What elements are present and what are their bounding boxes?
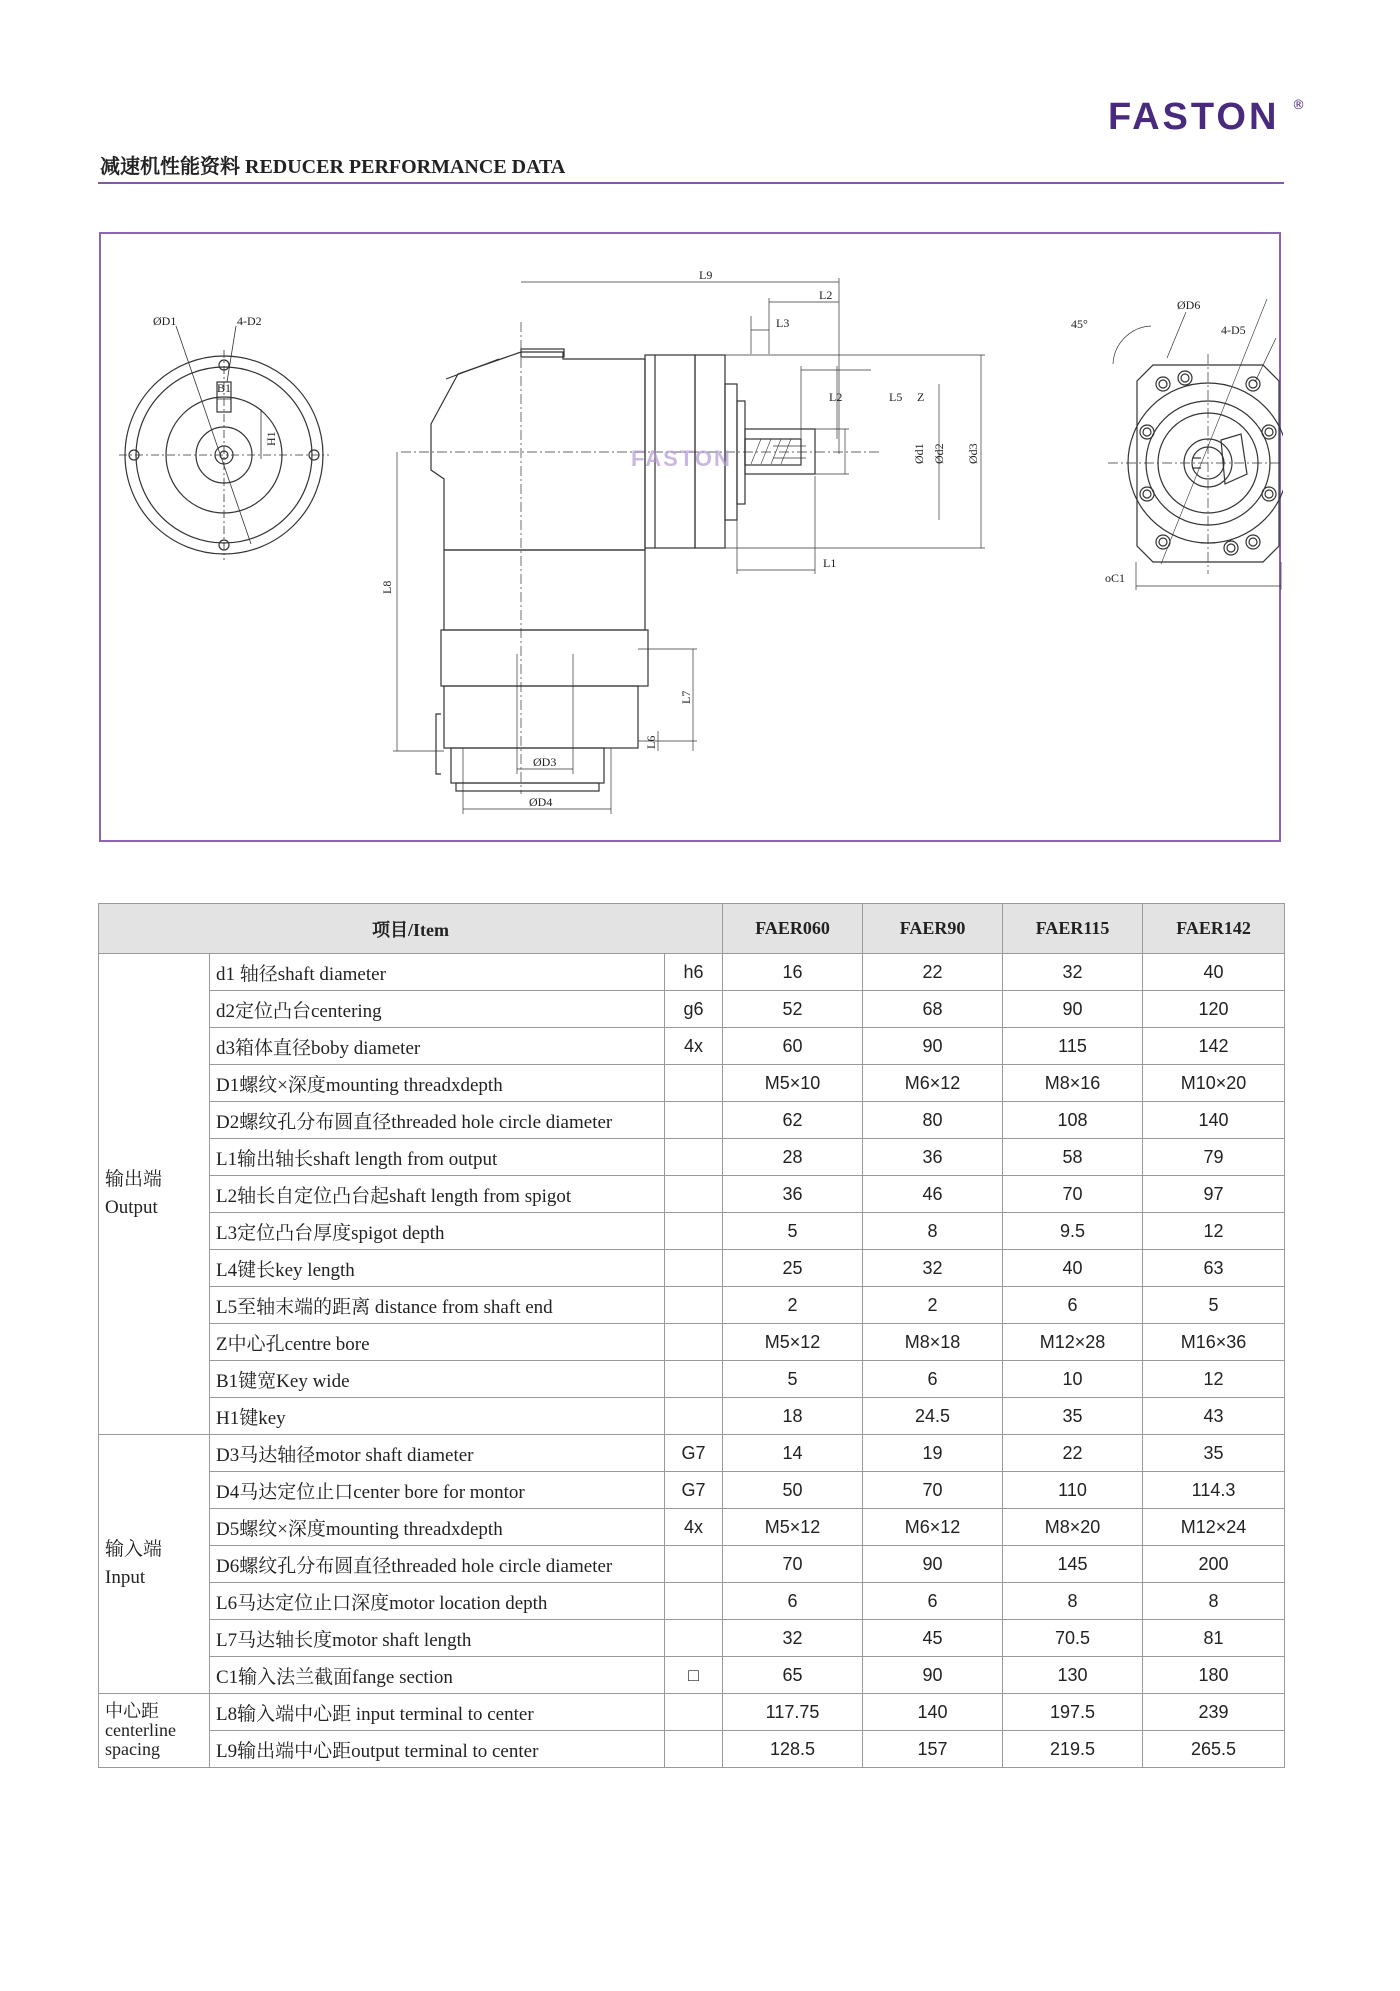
item-cell: D6螺纹孔分布圆直径threaded hole circle diameter <box>210 1546 665 1583</box>
value-cell: 46 <box>863 1176 1003 1213</box>
tolerance-cell <box>665 1139 723 1176</box>
tolerance-cell <box>665 1176 723 1213</box>
item-cell: L4键长key length <box>210 1250 665 1287</box>
label-side-l5: L5 <box>889 390 903 404</box>
value-cell: 180 <box>1143 1657 1285 1694</box>
value-cell: 81 <box>1143 1620 1285 1657</box>
value-cell: 16 <box>723 954 863 991</box>
performance-table <box>98 903 1285 1768</box>
table-row <box>99 1731 1285 1768</box>
label-rear-d6: ØD6 <box>1177 298 1201 312</box>
item-cell: L8输入端中心距 input terminal to center <box>210 1694 665 1731</box>
value-cell: 128.5 <box>723 1731 863 1768</box>
front-view <box>119 326 329 560</box>
value-cell: 40 <box>1003 1250 1143 1287</box>
value-cell: 90 <box>1003 991 1143 1028</box>
item-cell: D3马达轴径motor shaft diameter <box>210 1435 665 1472</box>
value-cell: 5 <box>723 1361 863 1398</box>
label-side-l2b: L2 <box>829 390 843 404</box>
group-label <box>99 954 210 1435</box>
value-cell: 19 <box>863 1435 1003 1472</box>
table-row <box>99 1472 1285 1509</box>
table-row <box>99 1176 1285 1213</box>
header-model: FAER115 <box>1003 904 1143 954</box>
brand-logo: FASTON <box>1108 96 1280 138</box>
label-front-h1: H1 <box>264 431 278 446</box>
table-row <box>99 1250 1285 1287</box>
value-cell: 80 <box>863 1102 1003 1139</box>
item-cell: L6马达定位止口深度motor location depth <box>210 1583 665 1620</box>
table-row <box>99 1546 1285 1583</box>
item-cell: d2定位凸台centering <box>210 991 665 1028</box>
tolerance-cell: h6 <box>665 954 723 991</box>
value-cell: M5×12 <box>723 1324 863 1361</box>
value-cell: 110 <box>1003 1472 1143 1509</box>
header-item: 项目/Item <box>99 904 723 954</box>
item-cell: d1 轴径shaft diameter <box>210 954 665 991</box>
value-cell: 70.5 <box>1003 1620 1143 1657</box>
value-cell: 6 <box>863 1583 1003 1620</box>
group-label <box>99 1694 210 1768</box>
value-cell: 70 <box>1003 1176 1143 1213</box>
value-cell: 63 <box>1143 1250 1285 1287</box>
value-cell: 5 <box>1143 1287 1285 1324</box>
item-cell: Z中心孔centre bore <box>210 1324 665 1361</box>
value-cell: 6 <box>723 1583 863 1620</box>
value-cell: 200 <box>1143 1546 1285 1583</box>
value-cell: 40 <box>1143 954 1285 991</box>
table-row <box>99 1065 1285 1102</box>
value-cell: 120 <box>1143 991 1285 1028</box>
table-row <box>99 1620 1285 1657</box>
label-rear-4d5: 4-D5 <box>1221 323 1246 337</box>
value-cell: 8 <box>863 1213 1003 1250</box>
value-cell: M5×10 <box>723 1065 863 1102</box>
tolerance-cell <box>665 1694 723 1731</box>
label-side-d3b: ØD3 <box>533 755 557 769</box>
tolerance-cell: □ <box>665 1657 723 1694</box>
value-cell: M6×12 <box>863 1065 1003 1102</box>
side-view <box>393 278 985 814</box>
table-row <box>99 1028 1285 1065</box>
value-cell: 10 <box>1003 1361 1143 1398</box>
label-side-l2: L2 <box>819 288 833 302</box>
value-cell: 157 <box>863 1731 1003 1768</box>
value-cell: 60 <box>723 1028 863 1065</box>
table-row <box>99 1213 1285 1250</box>
table-row <box>99 991 1285 1028</box>
value-cell: 50 <box>723 1472 863 1509</box>
heading-divider <box>98 182 1284 184</box>
value-cell: 68 <box>863 991 1003 1028</box>
value-cell: 32 <box>723 1620 863 1657</box>
value-cell: 43 <box>1143 1398 1285 1435</box>
header-model: FAER142 <box>1143 904 1285 954</box>
label-side-l3: L3 <box>776 316 790 330</box>
value-cell: 12 <box>1143 1213 1285 1250</box>
value-cell: 2 <box>723 1287 863 1324</box>
table-row <box>99 1583 1285 1620</box>
table-header-row <box>99 904 1285 954</box>
item-cell: C1输入法兰截面fange section <box>210 1657 665 1694</box>
value-cell: 197.5 <box>1003 1694 1143 1731</box>
label-side-l8: L8 <box>380 580 394 594</box>
tolerance-cell: 4x <box>665 1509 723 1546</box>
item-cell: L5至轴末端的距离 distance from shaft end <box>210 1287 665 1324</box>
value-cell: 90 <box>863 1028 1003 1065</box>
label-rear-c1: oC1 <box>1105 571 1126 585</box>
value-cell: 239 <box>1143 1694 1285 1731</box>
tolerance-cell <box>665 1250 723 1287</box>
tolerance-cell <box>665 1398 723 1435</box>
table-row <box>99 1361 1285 1398</box>
value-cell: 52 <box>723 991 863 1028</box>
value-cell: 115 <box>1003 1028 1143 1065</box>
item-cell: B1键宽Key wide <box>210 1361 665 1398</box>
table-row <box>99 1657 1285 1694</box>
value-cell: 45 <box>863 1620 1003 1657</box>
value-cell: 14 <box>723 1435 863 1472</box>
label-side-l9: L9 <box>699 268 713 282</box>
value-cell: 70 <box>863 1472 1003 1509</box>
tolerance-cell <box>665 1546 723 1583</box>
tolerance-cell <box>665 1102 723 1139</box>
label-front-4d2: 4-D2 <box>237 314 262 328</box>
label-front-d1: ØD1 <box>153 314 177 328</box>
table-row <box>99 1139 1285 1176</box>
header-model: FAER060 <box>723 904 863 954</box>
value-cell: 108 <box>1003 1102 1143 1139</box>
value-cell: 219.5 <box>1003 1731 1143 1768</box>
group-label-en: Output <box>105 1197 158 1218</box>
table-row <box>99 1509 1285 1546</box>
value-cell: 8 <box>1143 1583 1285 1620</box>
value-cell: 145 <box>1003 1546 1143 1583</box>
table-row <box>99 1435 1285 1472</box>
table-row <box>99 1287 1285 1324</box>
value-cell: 36 <box>723 1176 863 1213</box>
value-cell: 65 <box>723 1657 863 1694</box>
value-cell: M8×16 <box>1003 1065 1143 1102</box>
item-cell: D2螺纹孔分布圆直径threaded hole circle diameter <box>210 1102 665 1139</box>
value-cell: 22 <box>863 954 1003 991</box>
tolerance-cell <box>665 1731 723 1768</box>
value-cell: 22 <box>1003 1435 1143 1472</box>
page-heading: 减速机性能资料 REDUCER PERFORMANCE DATA <box>100 156 566 178</box>
label-side-l6: L6 <box>644 735 658 749</box>
value-cell: 70 <box>723 1546 863 1583</box>
label-front-b1: B1 <box>217 381 232 395</box>
value-cell: 90 <box>863 1657 1003 1694</box>
value-cell: 35 <box>1003 1398 1143 1435</box>
item-cell: L9输出端中心距output terminal to center <box>210 1731 665 1768</box>
tolerance-cell: G7 <box>665 1435 723 1472</box>
value-cell: 8 <box>1003 1583 1143 1620</box>
label-side-d1: Ød1 <box>912 443 926 464</box>
label-rear-45: 45° <box>1071 317 1088 331</box>
value-cell: M12×24 <box>1143 1509 1285 1546</box>
tolerance-cell <box>665 1065 723 1102</box>
tolerance-cell: G7 <box>665 1472 723 1509</box>
tolerance-cell <box>665 1583 723 1620</box>
value-cell: 142 <box>1143 1028 1285 1065</box>
label-side-l1: L1 <box>823 556 837 570</box>
tolerance-cell: 4x <box>665 1028 723 1065</box>
value-cell: 130 <box>1003 1657 1143 1694</box>
value-cell: 2 <box>863 1287 1003 1324</box>
value-cell: 6 <box>1003 1287 1143 1324</box>
item-cell: L3定位凸台厚度spigot depth <box>210 1213 665 1250</box>
table-body <box>99 954 1285 1768</box>
value-cell: 90 <box>863 1546 1003 1583</box>
label-side-d3: Ød3 <box>966 443 980 464</box>
value-cell: M5×12 <box>723 1509 863 1546</box>
value-cell: 6 <box>863 1361 1003 1398</box>
value-cell: 36 <box>863 1139 1003 1176</box>
value-cell: 265.5 <box>1143 1731 1285 1768</box>
value-cell: 24.5 <box>863 1398 1003 1435</box>
technical-drawing <box>99 232 1281 842</box>
value-cell: 18 <box>723 1398 863 1435</box>
value-cell: 117.75 <box>723 1694 863 1731</box>
tolerance-cell <box>665 1620 723 1657</box>
value-cell: 32 <box>1003 954 1143 991</box>
value-cell: 35 <box>1143 1435 1285 1472</box>
value-cell: M8×18 <box>863 1324 1003 1361</box>
group-label-cn: 中心距 <box>105 1701 159 1722</box>
value-cell: 140 <box>1143 1102 1285 1139</box>
rear-view <box>1108 299 1283 590</box>
value-cell: 140 <box>863 1694 1003 1731</box>
item-cell: d3箱体直径boby diameter <box>210 1028 665 1065</box>
label-side-d2: Ød2 <box>932 443 946 464</box>
table-row <box>99 1102 1285 1139</box>
table-row <box>99 954 1285 991</box>
tolerance-cell <box>665 1324 723 1361</box>
value-cell: 114.3 <box>1143 1472 1285 1509</box>
value-cell: M8×20 <box>1003 1509 1143 1546</box>
value-cell: 25 <box>723 1250 863 1287</box>
value-cell: M10×20 <box>1143 1065 1285 1102</box>
label-side-z: Z <box>917 390 925 404</box>
table-row <box>99 1694 1285 1731</box>
value-cell: 32 <box>863 1250 1003 1287</box>
registered-mark: ® <box>1292 98 1305 113</box>
tolerance-cell <box>665 1213 723 1250</box>
table-row <box>99 1324 1285 1361</box>
table-row <box>99 1398 1285 1435</box>
drawing-watermark: FASTON <box>631 446 732 471</box>
value-cell: 28 <box>723 1139 863 1176</box>
item-cell: L7马达轴长度motor shaft length <box>210 1620 665 1657</box>
value-cell: 5 <box>723 1213 863 1250</box>
item-cell: D4马达定位止口center bore for montor <box>210 1472 665 1509</box>
tolerance-cell <box>665 1361 723 1398</box>
value-cell: 12 <box>1143 1361 1285 1398</box>
value-cell: M16×36 <box>1143 1324 1285 1361</box>
group-label-cn: 输入端 <box>105 1539 163 1561</box>
header-model: FAER90 <box>863 904 1003 954</box>
value-cell: 79 <box>1143 1139 1285 1176</box>
item-cell: D1螺纹×深度mounting threadxdepth <box>210 1065 665 1102</box>
value-cell: M12×28 <box>1003 1324 1143 1361</box>
label-side-l7: L7 <box>679 690 693 704</box>
group-label-cn: 输出端 <box>105 1169 163 1191</box>
group-label <box>99 1435 210 1694</box>
item-cell: L2轴长自定位凸台起shaft length from spigot <box>210 1176 665 1213</box>
group-label-en: Input <box>105 1567 146 1588</box>
tolerance-cell: g6 <box>665 991 723 1028</box>
tolerance-cell <box>665 1287 723 1324</box>
item-cell: L1输出轴长shaft length from output <box>210 1139 665 1176</box>
drawing-svg <box>101 234 1283 844</box>
item-cell: D5螺纹×深度mounting threadxdepth <box>210 1509 665 1546</box>
value-cell: M6×12 <box>863 1509 1003 1546</box>
label-side-d4: ØD4 <box>529 795 553 809</box>
value-cell: 58 <box>1003 1139 1143 1176</box>
value-cell: 97 <box>1143 1176 1285 1213</box>
item-cell: H1键key <box>210 1398 665 1435</box>
value-cell: 62 <box>723 1102 863 1139</box>
value-cell: 9.5 <box>1003 1213 1143 1250</box>
group-label-en: centerline spacing <box>105 1720 176 1759</box>
